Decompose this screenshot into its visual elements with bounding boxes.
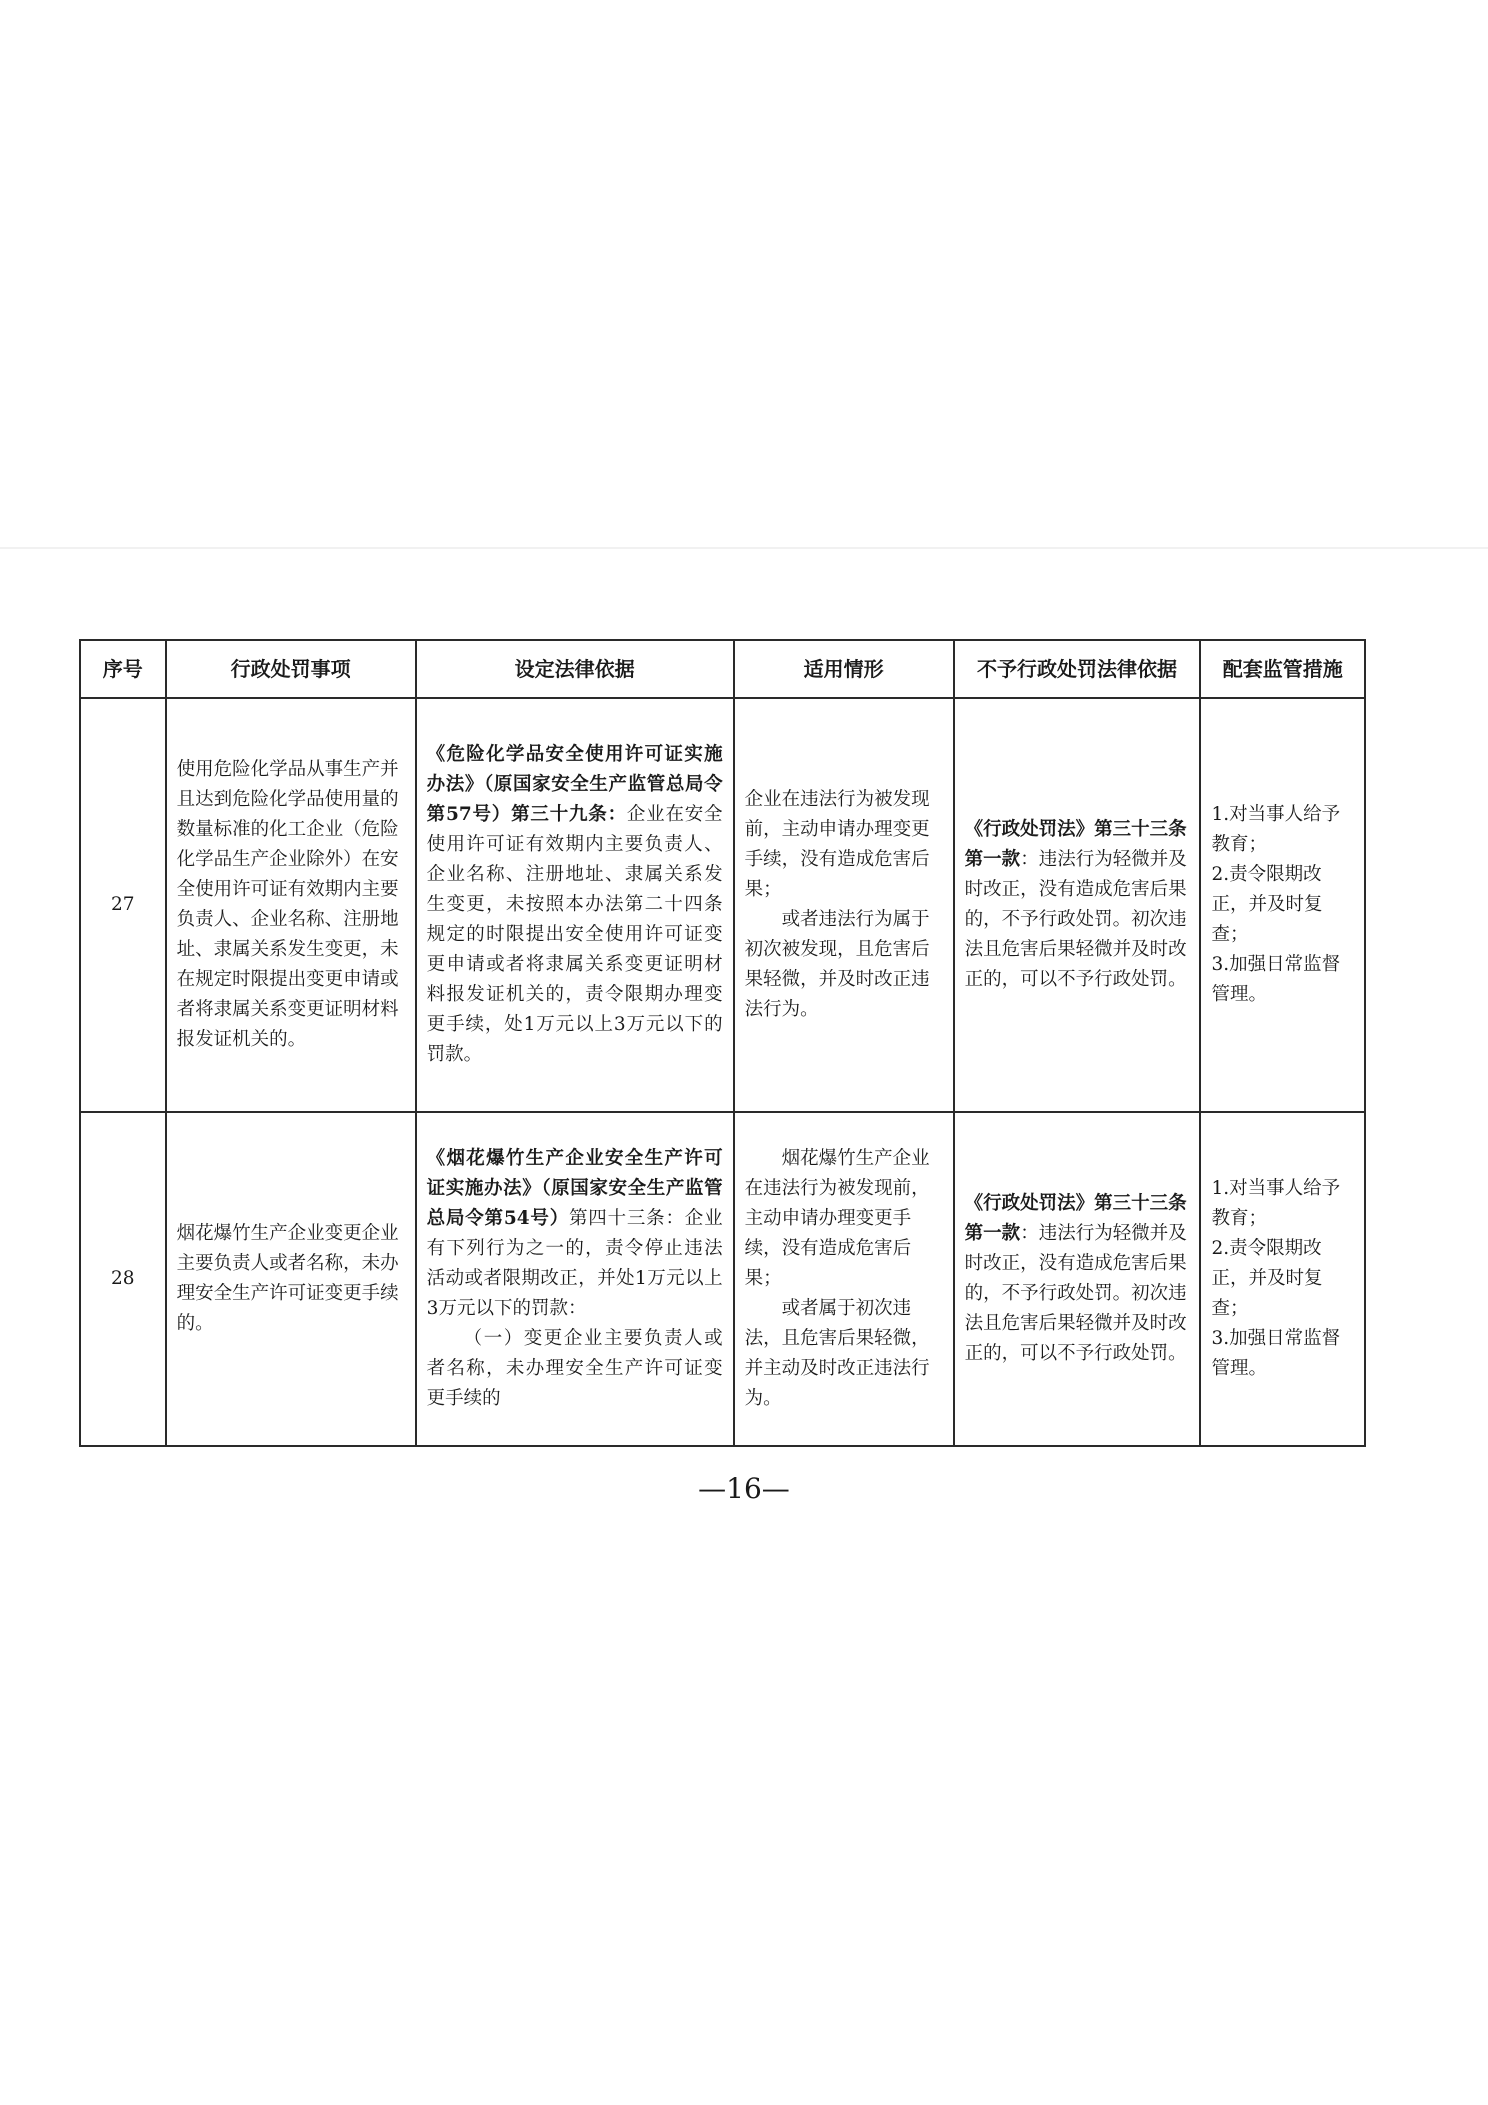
situation-1: 企业在违法行为被发现前，主动申请办理变更手续，没有造成危害后果； — [744, 789, 930, 900]
measure-1: 1.对当事人给予教育； — [1211, 1178, 1341, 1229]
row-seq: 28 — [80, 1112, 166, 1446]
row-penalty-item: 烟花爆竹生产企业变更企业主要负责人或者名称，未办理安全生产许可证变更手续的。 — [166, 1112, 416, 1446]
row-legal-basis — [416, 698, 734, 1112]
row-situation — [734, 698, 954, 1112]
table-row — [80, 698, 1365, 1112]
measure-2: 2.责令限期改正，并及时复查； — [1211, 864, 1323, 945]
table-header-row — [80, 640, 1365, 698]
row-no-penalty-basis — [954, 698, 1201, 1112]
row-measures — [1200, 698, 1365, 1112]
nopen-text: ：违法行为轻微并及时改正，没有造成危害后果的，不予行政处罚。初次违法且危害后果轻微并及时改正的，可以不予行政处罚。 — [964, 849, 1187, 990]
header-seq: 序号 — [80, 640, 166, 698]
situation-2: 或者属于初次违法，且危害后果轻微，并主动及时改正违法行为。 — [744, 1298, 930, 1409]
header-supervision-measures: 配套监管措施 — [1200, 640, 1365, 698]
nopen-text: ：违法行为轻微并及时改正，没有造成危害后果的，不予行政处罚。初次违法且危害后果轻微并及时改正的，可以不予行政处罚。 — [964, 1223, 1187, 1364]
header-no-penalty-basis: 不予行政处罚法律依据 — [954, 640, 1201, 698]
measure-3: 3.加强日常监督管理。 — [1211, 954, 1341, 1005]
measure-2: 2.责令限期改正，并及时复查； — [1211, 1238, 1323, 1319]
header-penalty-item: 行政处罚事项 — [166, 640, 416, 698]
row-legal-basis — [416, 1112, 734, 1446]
nopen-law-title: 《行政处罚法》第三十三条第一款 — [964, 819, 1187, 870]
row-measures — [1200, 1112, 1365, 1446]
basis-text: 第四十三条：企业有下列行为之一的，责令停止违法活动或者限期改正，并处1万元以上3万元以下的罚款： — [426, 1208, 723, 1319]
situation-1: 烟花爆竹生产企业在违法行为被发现前，主动申请办理变更手续，没有造成危害后果； — [744, 1148, 930, 1289]
table-row — [80, 1112, 1365, 1446]
header-applicable-situation: 适用情形 — [734, 640, 954, 698]
basis-text: 企业在安全使用许可证有效期内主要负责人、企业名称、注册地址、隶属关系发生变更，未按照本办法第二十四条规定的时限提出安全使用许可证变更申请或者将隶属关系变更证明材料报发证机关的，责令限期办理变更手续，处1万元以上3万元以下的罚款。 — [426, 804, 723, 1065]
header-legal-basis: 设定法律依据 — [416, 640, 734, 698]
page-number: —16— — [698, 1472, 790, 1505]
row-no-penalty-basis — [954, 1112, 1201, 1446]
scan-edge-line — [0, 547, 1488, 549]
basis-text-2: （一）变更企业主要负责人或者名称，未办理安全生产许可证变更手续的 — [426, 1328, 723, 1409]
row-penalty-item: 使用危险化学品从事生产并且达到危险化学品使用量的数量标准的化工企业（危险化学品生产企业除外）在安全使用许可证有效期内主要负责人、企业名称、注册地址、隶属关系发生变更，未在规定时限提出变更申请或者将隶属关系变更证明材料报发证机关的。 — [166, 698, 416, 1112]
nopen-law-title: 《行政处罚法》第三十三条第一款 — [964, 1193, 1187, 1244]
measure-1: 1.对当事人给予教育； — [1211, 804, 1341, 855]
penalty-table — [79, 639, 1366, 1447]
basis-law-title: 《危险化学品安全使用许可证实施办法》（原国家安全生产监管总局令第57号）第三十九条： — [426, 744, 723, 825]
measure-3: 3.加强日常监督管理。 — [1211, 1328, 1341, 1379]
row-situation — [734, 1112, 954, 1446]
row-seq: 27 — [80, 698, 166, 1112]
basis-law-title: 《烟花爆竹生产企业安全生产许可证实施办法》（原国家安全生产监管总局令第54号） — [426, 1148, 723, 1229]
situation-2: 或者违法行为属于初次被发现，且危害后果轻微，并及时改正违法行为。 — [744, 909, 930, 1020]
